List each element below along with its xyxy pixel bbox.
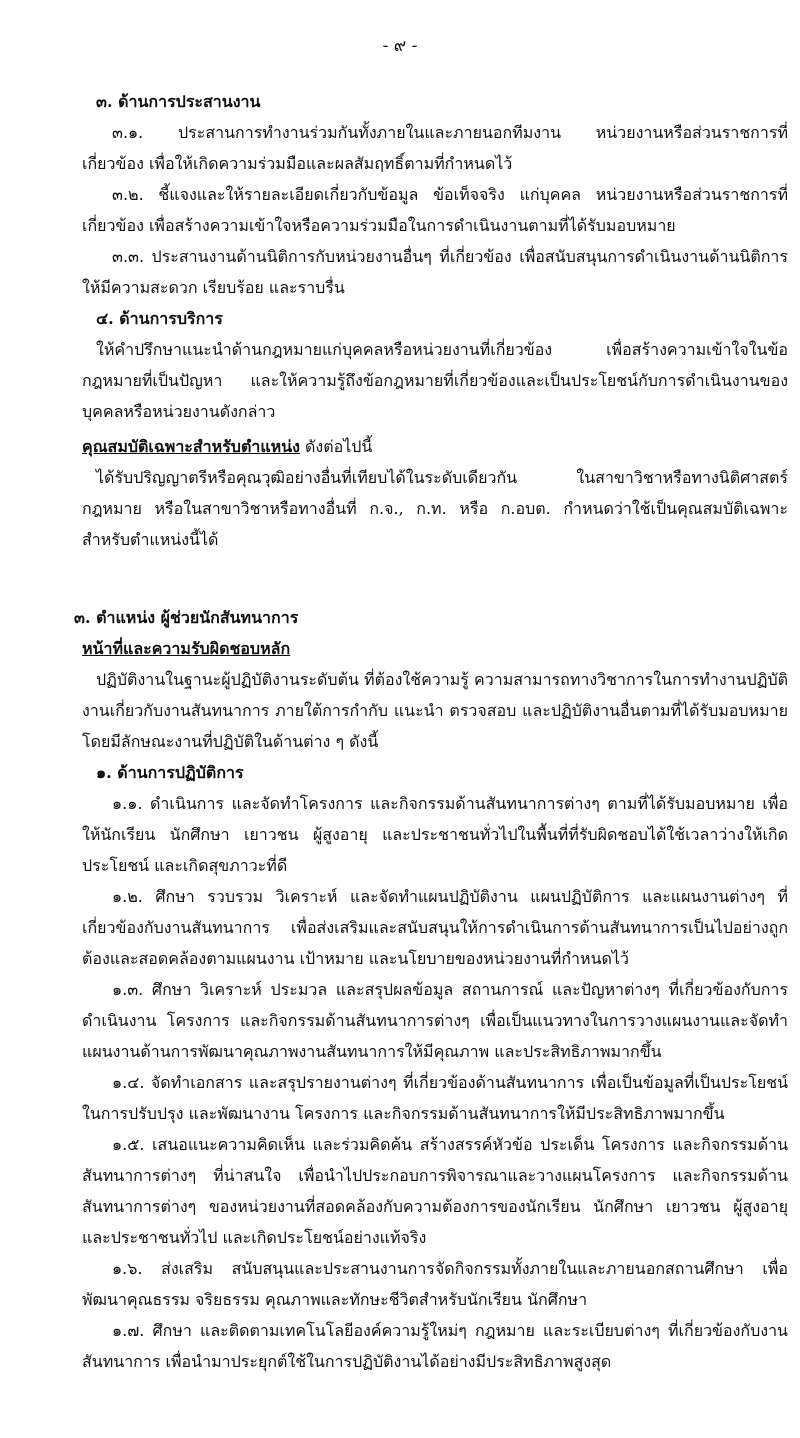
operations-item-3: ๑.๓. ศึกษา วิเคราะห์ ประมวล และสรุปผลข้อมูล สถานการณ์ และปัญหาต่างๆ ที่เกี่ยวข้องกับการดำเนินงาน โครงการ และกิจกรรมด้านสันทนาการต่างๆ เพื่อเป็นแนวทางในการวางแผนงานและจัดทำแผนงานด้านการพัฒนาคุณภาพงานสันทนาการให้มีคุณภาพ และประสิทธิภาพมากขึ้น	[82, 980, 788, 1061]
operations-item-1: ๑.๑. ดำเนินการ และจัดทำโครงการ และกิจกรรมด้านสันทนาการต่างๆ ตามที่ได้รับมอบหมาย เพื่อให้นักเรียน นักศึกษา เยาวชน ผู้สูงอายุ และประชาชนทั่วไปในพื้นที่ที่รับผิดชอบได้ใช้เวลาว่างให้เกิดประโยชน์ และเกิดสุขภาวะที่ดี	[82, 794, 788, 875]
section-3-heading: ๓. ด้านการประสานงาน	[96, 92, 261, 111]
operations-item-2: ๑.๒. ศึกษา รวบรวม วิเคราะห์ และจัดทำแผนปฏิบัติงาน แผนปฏิบัติการ และแผนงานต่างๆ ที่เกี่ยวข้องกับงานสันทนาการ เพื่อส่งเสริมและสนับสนุนให้การดำเนินการด้านสันทนาการเป็นไปอย่างถูกต้องและสอดคล้องตามแผนงาน เป้าหมาย และนโยบายของหน่วยงานที่กำหนดไว้	[82, 887, 788, 968]
section-4-heading: ๔. ด้านการบริการ	[96, 309, 223, 328]
qualification-heading-suffix: ดังต่อไปนี้	[299, 437, 373, 456]
operations-item-4: ๑.๔. จัดทำเอกสาร และสรุปรายงานต่างๆ ที่เกี่ยวข้องด้านสันทนาการ เพื่อเป็นข้อมูลที่เป็นประโยชน์ในการปรับปรุง และพัฒนางาน โครงการ และกิจกรรมด้านสันทนาการให้มีประสิทธิภาพมากขึ้น	[82, 1073, 788, 1123]
paragraph-3-2: ๓.๒. ชี้แจงและให้รายละเอียดเกี่ยวกับข้อมูล ข้อเท็จจริง แก่บุคคล หน่วยงานหรือส่วนราชการที่เกี่ยวข้อง เพื่อสร้างความเข้าใจหรือความร่วมมือในการดำเนินงานตามที่ได้รับมอบหมาย	[82, 185, 788, 235]
qualification-body: ได้รับปริญญาตรีหรือคุณวุฒิอย่างอื่นที่เทียบได้ในระดับเดียวกัน ในสาขาวิชาหรือทางนิติศาสตร์ กฎหมาย หรือในสาขาวิชาหรือทางอื่นที่ ก.จ., ก.ท. หรือ ก.อบต. กำหนดว่าใช้เป็นคุณสมบัติเฉพาะสำหรับตำแหน่งนี้ได้	[82, 468, 788, 549]
duties-heading: หน้าที่และความรับผิดชอบหลัก	[82, 639, 291, 658]
qualification-heading-line	[82, 431, 788, 462]
position-3-title: ๓. ตำแหน่ง ผู้ช่วยนักสันทนาการ	[74, 608, 299, 627]
operations-item-7: ๑.๗. ศึกษา และติดตามเทคโนโลยีองค์ความรู้ใหม่ๆ กฎหมาย และระเบียบต่างๆ ที่เกี่ยวข้องกับงานสันทนาการ เพื่อนำมาประยุกต์ใช้ในการปฏิบัติงานได้อย่างมีประสิทธิภาพสูงสุด	[82, 1321, 788, 1371]
document-body	[74, 86, 788, 1377]
operations-item-5: ๑.๕. เสนอแนะความคิดเห็น และร่วมคิดค้น สร้างสรรค์หัวข้อ ประเด็น โครงการ และกิจกรรมด้านสันทนาการต่างๆ ที่น่าสนใจ เพื่อนำไปประกอบการพิจารณาและวางแผนโครงการ และกิจกรรมด้านสันทนาการต่างๆ ของหน่วยงานที่สอดคล้องกับความต้องการของนักเรียน นักศึกษา เยาวชน ผู้สูงอายุ และประชาชนทั่วไป และเกิดประโยชน์อย่างแท้จริง	[82, 1135, 788, 1247]
paragraph-4-body: ให้คำปรึกษาแนะนำด้านกฎหมายแก่บุคคลหรือหน่วยงานที่เกี่ยวข้อง เพื่อสร้างความเข้าใจในข้อกฎหมายที่เป็นปัญหา และให้ความรู้ถึงข้อกฎหมายที่เกี่ยวข้องและเป็นประโยชน์กับการดำเนินงานของบุคคลหรือหน่วยงานดังกล่าว	[82, 340, 788, 421]
qualification-heading: คุณสมบัติเฉพาะสำหรับตำแหน่ง	[82, 437, 300, 456]
page-number: - ๙ -	[382, 36, 418, 56]
operations-heading: ๑. ด้านการปฏิบัติการ	[96, 763, 244, 782]
section-gap	[82, 555, 788, 602]
duties-heading-line	[82, 633, 788, 664]
paragraph-3-3: ๓.๓. ประสานงานด้านนิติการกับหน่วยงานอื่นๆ ที่เกี่ยวข้อง เพื่อสนับสนุนการดำเนินงานด้านนิติการให้มีความสะดวก เรียบร้อย และราบรื่น	[82, 247, 788, 297]
paragraph-3-1: ๓.๑. ประสานการทำงานร่วมกันทั้งภายในและภายนอกทีมงาน หน่วยงานหรือส่วนราชการที่เกี่ยวข้อง เพื่อให้เกิดความร่วมมือและผลสัมฤทธิ์ตามที่กำหนดไว้	[82, 123, 788, 173]
operations-item-6: ๑.๖. ส่งเสริม สนับสนุนและประสานงานการจัดกิจกรรมทั้งภายในและภายนอกสถานศึกษา เพื่อพัฒนาคุณธรรม จริยธรรม คุณภาพและทักษะชีวิตสำหรับนักเรียน นักศึกษา	[82, 1259, 788, 1309]
duties-intro: ปฏิบัติงานในฐานะผู้ปฏิบัติงานระดับต้น ที่ต้องใช้ความรู้ ความสามารถทางวิชาการในการทำงานปฏิบัติงานเกี่ยวกับงานสันทนาการ ภายใต้การกำกับ แนะนำ ตรวจสอบ และปฏิบัติงานอื่นตามที่ได้รับมอบหมาย โดยมีลักษณะงานที่ปฏิบัติในด้านต่าง ๆ ดังนี้	[82, 670, 788, 751]
